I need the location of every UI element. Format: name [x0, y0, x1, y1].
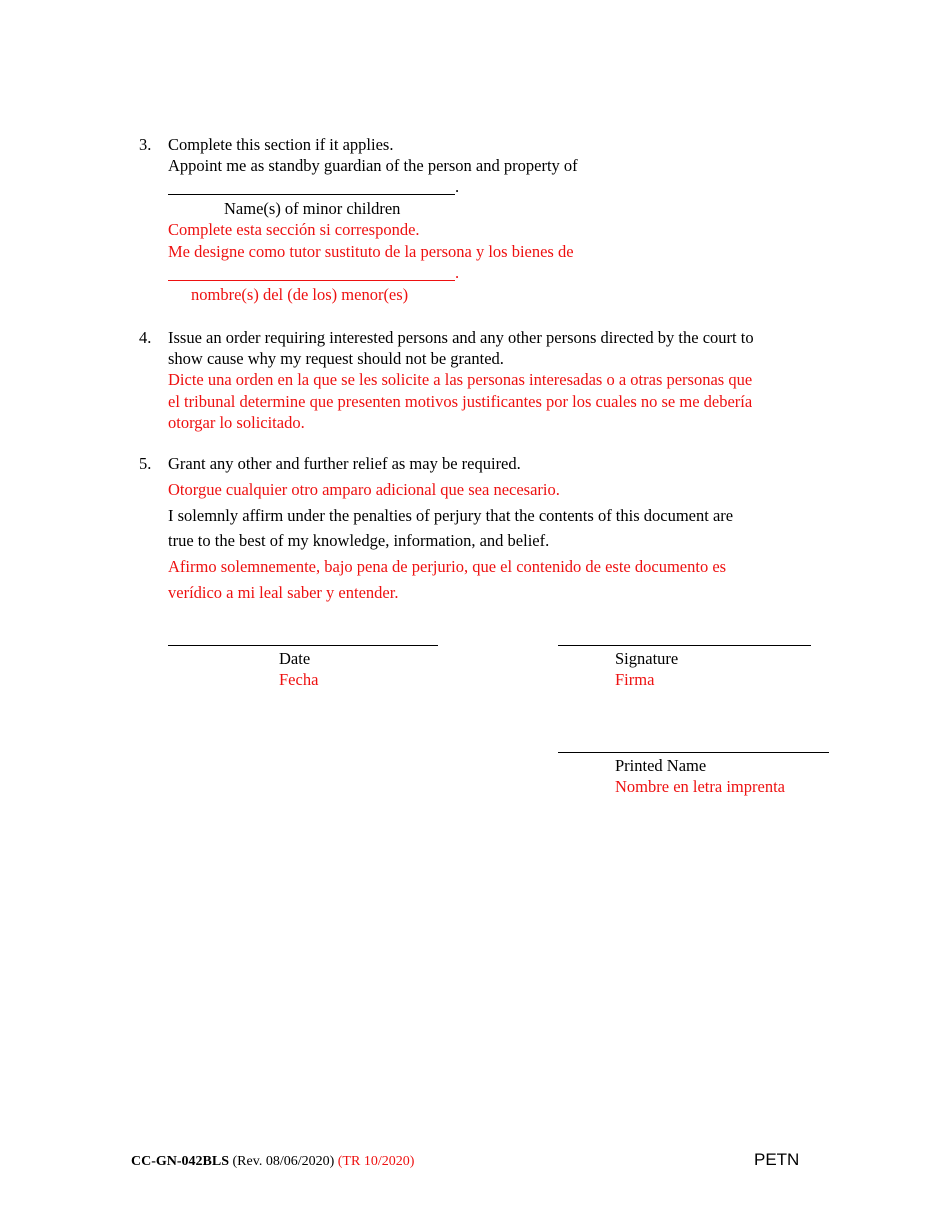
form-number: CC-GN-042BLS	[131, 1154, 230, 1169]
item-4-line2-es: el tribunal determine que presenten motivos justificantes por los cuales no se me debería	[168, 392, 753, 411]
minor-children-caption-es: nombre(s) del (de los) menor(es)	[191, 285, 409, 304]
item-4-line1-es: Dicte una orden en la que se les solicite a las personas interesadas o a otras personas que	[168, 370, 753, 389]
affirmation-line2-es: verídico a mi leal saber y entender.	[168, 583, 399, 602]
affirmation-line1-en: I solemnly affirm under the penalties of perjury that the contents of this document are	[168, 506, 734, 525]
blank-period: .	[455, 177, 460, 196]
item-4-line2-en: show cause why my request should not be granted.	[168, 349, 504, 368]
item-3-number: 3.	[139, 135, 152, 154]
item-5-line1-en: Grant any other and further relief as may be required.	[168, 454, 521, 473]
date-label-es: Fecha	[279, 670, 319, 689]
translation-date: (TR 10/2020)	[337, 1154, 415, 1169]
item-3-line1-es: Complete esta sección si corresponde.	[168, 220, 420, 239]
item-4-number: 4.	[139, 328, 152, 347]
signature-label-en: Signature	[615, 649, 679, 668]
item-4-line1-en: Issue an order requiring interested persons and any other persons directed by the court to	[168, 328, 754, 347]
item-5-number: 5.	[139, 454, 152, 473]
blank-period-es: .	[455, 263, 460, 282]
printed-name-field[interactable]	[558, 752, 829, 753]
date-label-en: Date	[279, 649, 311, 668]
item-3-line2-en: Appoint me as standby guardian of the person and property of	[168, 156, 578, 175]
item-3-line1-en: Complete this section if it applies.	[168, 135, 394, 154]
printed-name-label-en: Printed Name	[615, 756, 707, 775]
printed-name-label-es: Nombre en letra imprenta	[615, 777, 785, 796]
menores-nombre-field[interactable]	[168, 280, 455, 281]
revision-date: (Rev. 08/06/2020)	[232, 1154, 335, 1169]
form-code: PETN	[754, 1150, 800, 1169]
item-3-line2-es: Me designe como tutor sustituto de la persona y los bienes de	[168, 242, 574, 261]
affirmation-line2-en: true to the best of my knowledge, information, and belief.	[168, 531, 550, 550]
affirmation-line1-es: Afirmo solemnemente, bajo pena de perjurio, que el contenido de este documento es	[168, 557, 727, 576]
signature-label-es: Firma	[615, 670, 655, 689]
minor-children-caption-en: Name(s) of minor children	[224, 199, 401, 218]
item-5-line1-es: Otorgue cualquier otro amparo adicional que sea necesario.	[168, 480, 560, 499]
signature-field[interactable]	[558, 645, 811, 646]
item-4-line3-es: otorgar lo solicitado.	[168, 413, 305, 432]
footer-form-id	[131, 1154, 414, 1171]
date-field[interactable]	[168, 645, 438, 646]
minor-children-name-field[interactable]	[168, 194, 455, 195]
